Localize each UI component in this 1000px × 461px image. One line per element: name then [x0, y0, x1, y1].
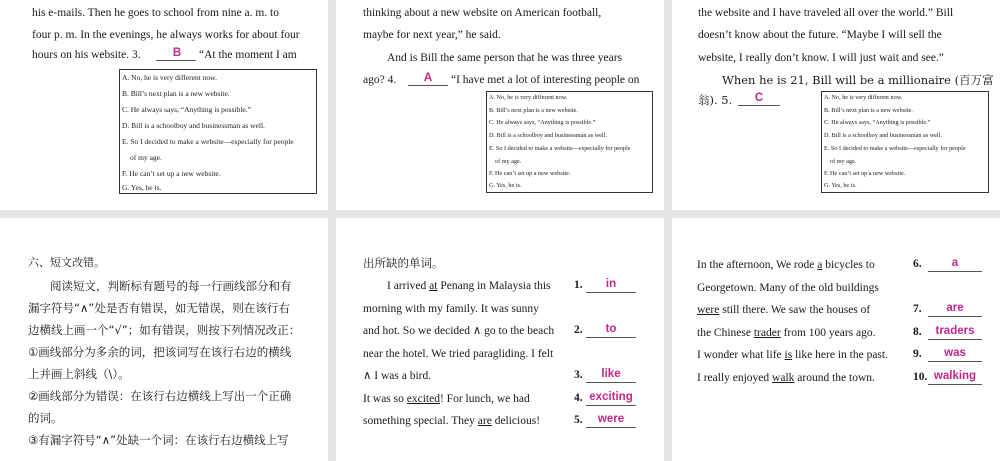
item-number: 1. — [574, 279, 583, 291]
answer-4: A — [423, 72, 433, 84]
answer-text: to — [605, 323, 617, 335]
option-f: F. He can’t set up a new website. — [489, 170, 571, 177]
item-number: 5. — [574, 414, 583, 426]
passage-line — [697, 281, 879, 295]
text-line: maybe for next year,” he said. — [363, 29, 501, 41]
item-number: 2. — [574, 324, 583, 336]
passage-line — [697, 258, 875, 272]
line-text: delicious! — [491, 415, 541, 427]
line-text: something special. They — [363, 415, 478, 427]
panel-4 — [0, 218, 328, 461]
instruction-line: 的词。 — [28, 411, 63, 425]
answer-text: like — [601, 368, 621, 380]
line-text: In the afternoon, We rode — [697, 259, 818, 271]
line-text: the Chinese — [697, 326, 754, 339]
option-e: E. So I decided to make a website—especially for people — [824, 145, 966, 152]
text-line: his e-mails. Then he goes to school from nine a. m. to — [32, 7, 279, 19]
marked-word: is — [784, 349, 793, 361]
marked-word: a — [817, 259, 823, 271]
line-text: and hot. So we decided ∧ go to the beach — [363, 325, 555, 337]
text-line: 翁). 5. — [698, 93, 733, 107]
panel-6 — [672, 218, 1000, 461]
text-line: four p. m. In the evenings, he always works for about four — [32, 29, 300, 41]
option-d: D. Bill is a schoolboy and businessman as well. — [824, 132, 942, 139]
text-line: website, I really don’t know. I will just wait and see.” — [698, 52, 944, 64]
text-line: “I have met a lot of interesting people on — [451, 74, 640, 86]
passage-line — [697, 326, 876, 340]
line-text: morning with my family. It was sunny — [363, 302, 539, 315]
line-text: bicycles to — [822, 259, 875, 271]
text-line: the website and I have traveled all over the world.” Bill — [698, 7, 954, 19]
line-text: still there. We saw the houses of — [719, 304, 871, 316]
text-line: thinking about a new website on American football, — [363, 7, 602, 19]
answer-text: traders — [935, 324, 975, 337]
answer-text: are — [946, 302, 964, 314]
marked-word: walk — [772, 371, 795, 384]
marked-word: excited — [406, 392, 440, 405]
passage-line — [363, 302, 539, 316]
item-number: 7. — [913, 303, 922, 315]
line-text: I really enjoyed — [697, 371, 773, 384]
options-box — [119, 69, 317, 194]
answer-blank — [586, 382, 636, 383]
marked-word: trader — [753, 326, 781, 339]
passage-line — [387, 279, 551, 293]
answer-blank — [586, 292, 636, 293]
option-g: G. Yes, he is. — [122, 183, 162, 192]
option-b: B. Bill’s next plan is a new website. — [824, 107, 913, 114]
option-e-cont: of my age. — [830, 158, 857, 165]
answer-text: was — [944, 347, 966, 359]
item-number: 9. — [913, 348, 922, 360]
answer-blank — [928, 384, 982, 385]
answer-text: in — [605, 278, 617, 290]
text-line: doesn’t know about the future. “Maybe I will sell the — [698, 29, 942, 41]
option-g: G. Yes, he is. — [489, 182, 522, 189]
passage-line — [697, 303, 870, 317]
text-line: ago? 4. — [363, 74, 397, 86]
passage-line — [363, 369, 431, 383]
text-line: When he is 21, Bill will be a millionaire (百万富 — [722, 73, 994, 87]
item-number: 3. — [574, 369, 583, 381]
panel-5 — [336, 218, 664, 461]
line-text: from 100 years ago. — [780, 326, 876, 339]
answer-blank — [586, 405, 636, 406]
answer-blank — [928, 316, 982, 317]
option-f: F. He can’t set up a new website. — [824, 170, 906, 177]
option-d: D. Bill is a schoolboy and businessman as well. — [489, 132, 607, 139]
line-text: Penang in Malaysia this — [437, 280, 551, 292]
answer-blank — [586, 337, 636, 338]
option-g: G. Yes, he is. — [824, 182, 857, 189]
option-c: C. He always says, “Anything is possible.” — [824, 119, 931, 126]
answer-blank — [586, 427, 636, 428]
line-text: near the hotel. We tried paragliding. I felt — [363, 347, 554, 360]
option-f: F. He can’t set up a new website. — [122, 169, 221, 178]
answer-text: were — [597, 413, 625, 425]
instruction-line: 上并画上斜线（\）。 — [28, 367, 130, 381]
option-b: B. Bill’s next plan is a new website. — [489, 107, 578, 114]
passage-line — [697, 348, 888, 362]
passage-line — [363, 324, 554, 338]
answer-3: B — [172, 47, 182, 59]
line-text: I wonder what life — [697, 349, 785, 361]
option-b: B. Bill’s next plan is a new website. — [122, 89, 230, 98]
item-number: 8. — [913, 325, 922, 338]
option-e: E. So I decided to make a website—especially for people — [489, 145, 631, 152]
instruction-line: 边横线上画一个“√”；如有错误，则按下列情况改正： — [28, 323, 301, 337]
line-text: It was so — [363, 392, 407, 405]
line-text: ! For lunch, we had — [439, 392, 530, 405]
line-text: around the town. — [794, 371, 875, 384]
instruction-line: 漏字符号“∧”处是否有错误，如无错误，则在该行右 — [28, 301, 290, 315]
instruction-line: ①画线部分为多余的词，把该词写在该行右边的横线 — [28, 345, 292, 359]
answer-blank-4 — [408, 85, 448, 86]
text-line: “At the moment I am — [199, 49, 297, 61]
item-number: 10. — [913, 370, 928, 383]
text-line: hours on his website. 3. — [32, 49, 141, 61]
item-number: 6. — [913, 258, 922, 270]
answer-blank-3 — [156, 60, 196, 61]
panel-3 — [672, 0, 1000, 210]
line-text: Georgetown. Many of the old buildings — [697, 281, 879, 294]
options-box — [821, 91, 989, 193]
passage-line — [697, 371, 875, 385]
passage-line — [363, 392, 530, 406]
marked-word: were — [697, 304, 720, 316]
answer-blank — [928, 339, 982, 340]
option-a: A. No, he is very different now. — [824, 94, 903, 101]
answer-blank — [928, 271, 982, 272]
line-text: like here in the past. — [792, 349, 888, 361]
option-a: A. No, he is very different now. — [489, 94, 568, 101]
answer-text: walking — [933, 369, 977, 382]
intro-line: 出所缺的单词。 — [363, 256, 444, 270]
instruction-line: ②画线部分为错误：在该行右边横线上写出一个正确 — [28, 389, 292, 403]
marked-word: at — [429, 280, 438, 292]
panel-2 — [336, 0, 664, 210]
option-e-cont: of my age. — [495, 158, 522, 165]
answer-text: exciting — [589, 390, 633, 403]
section-heading: 六、短文改错。 — [28, 256, 105, 269]
instruction-line: ③有漏字符号“∧”处缺一个词：在该行右边横线上写 — [28, 433, 289, 447]
option-d: D. Bill is a schoolboy and businessman as well. — [122, 121, 265, 130]
item-number: 4. — [574, 391, 583, 404]
marked-word: are — [477, 415, 492, 427]
panel-1 — [0, 0, 328, 210]
line-text: ∧ I was a bird. — [363, 370, 432, 382]
answer-text: a — [951, 257, 959, 269]
line-text: I arrived — [387, 280, 430, 292]
text-line: And is Bill the same person that he was three years — [387, 52, 623, 64]
instruction-line: 阅读短文，判断标有题号的每一行画线部分和有 — [50, 279, 292, 293]
option-e: E. So I decided to make a website—especially for people — [122, 137, 294, 146]
option-a: A. No, he is very different now. — [122, 73, 217, 82]
option-c: C. He always says, “Anything is possible.” — [122, 105, 251, 114]
passage-line — [363, 347, 553, 361]
option-e-cont: of my age. — [130, 153, 162, 162]
option-c: C. He always says, “Anything is possible.” — [489, 119, 596, 126]
passage-line — [363, 414, 540, 428]
answer-blank-5 — [738, 105, 780, 106]
options-box — [486, 91, 653, 193]
answer-blank — [928, 361, 982, 362]
answer-5: C — [754, 92, 764, 104]
